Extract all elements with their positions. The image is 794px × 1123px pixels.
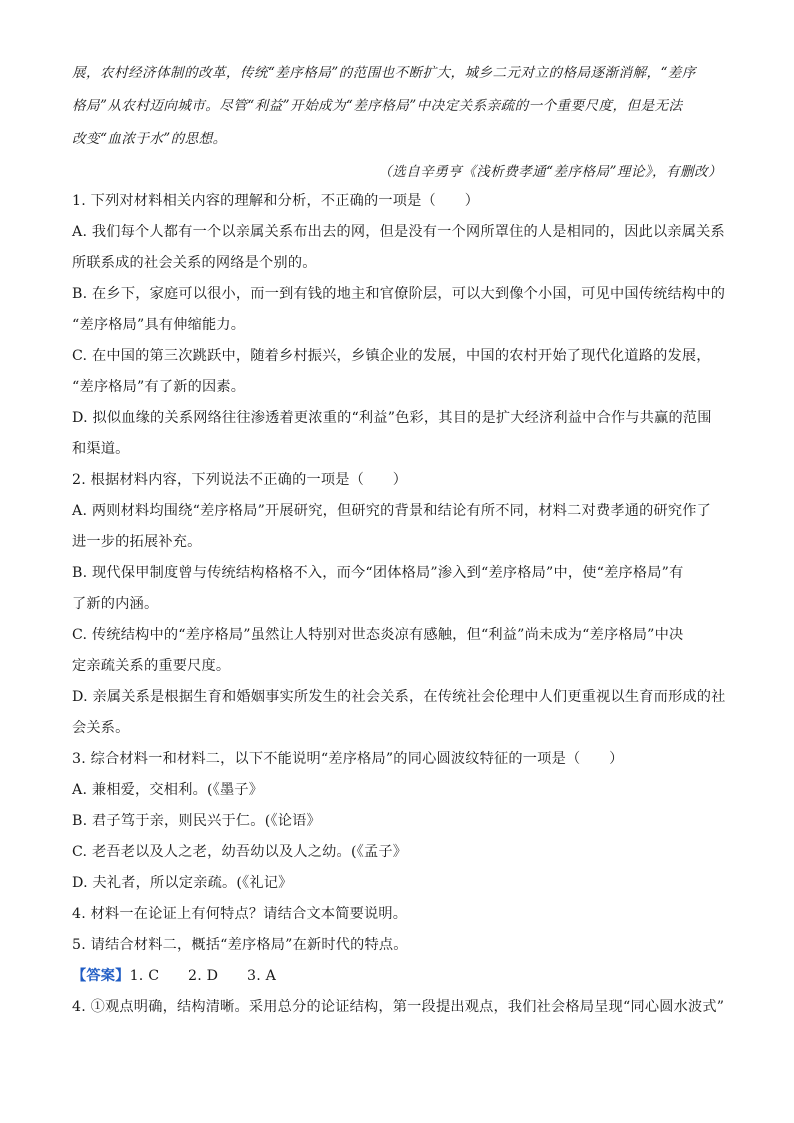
question-3-option-b: B. 君子笃于亲，则民兴于仁。(《论语》 <box>72 813 321 829</box>
question-5-stem: 5. 请结合材料二，概括“差序格局”在新时代的特点。 <box>72 937 408 953</box>
question-1-option-a-line2: 所联系成的社会关系的网络是个别的。 <box>72 255 317 271</box>
question-3-option-c: C. 老吾老以及人之老，幼吾幼以及人之幼。(《孟子》 <box>72 844 408 860</box>
question-4-stem: 4. 材料一在论证上有何特点？请结合文本简要说明。 <box>72 906 408 922</box>
question-2-option-c-line2: 定亲疏关系的重要尺度。 <box>72 658 231 674</box>
passage-line: 改变“血浓于水”的思想。 <box>72 131 227 147</box>
question-1-option-b-line1: B. 在乡下，家庭可以很小，而一到有钱的地主和官僚阶层，可以大到像个小国，可见中国传统结构中的 <box>72 286 726 302</box>
passage-line: 展，农村经济体制的改革，传统“差序格局”的范围也不断扩大，城乡二元对立的格局逐渐消解，“差序 <box>72 65 696 81</box>
question-2-option-b-line1: B. 现代保甲制度曾与传统结构格格不入，而今“团体格局”渗入到“差序格局”中，使“差序格局”有 <box>72 565 684 581</box>
answer-explanation-line: 4. ①观点明确，结构清晰。采用总分的论证结构，第一段提出观点，我们社会格局呈现“同心圆水波式” <box>72 999 725 1015</box>
passage-source: （选自辛勇亨《浅析费孝通“差序格局”理论》，有删改） <box>378 164 722 180</box>
question-1-option-a-line1: A. 我们每个人都有一个以亲属关系布出去的网，但是没有一个网所罩住的人是相同的，因此以亲属关系 <box>72 224 725 240</box>
question-1-option-d-line1: D. 拟似血缘的关系网络往往渗透着更浓重的“利益”色彩，其目的是扩大经济利益中合作与共赢的范围 <box>72 410 712 426</box>
question-3-option-a: A. 兼相爱，交相利。(《墨子》 <box>72 782 264 798</box>
question-2-option-d-line1: D. 亲属关系是根据生育和婚姻事实所发生的社会关系，在传统社会伦理中人们更重视以生育而形成的社 <box>72 689 726 705</box>
passage-tail <box>72 57 722 189</box>
question-1-option-d-line2: 和渠道。 <box>72 441 130 457</box>
question-2-option-a-line2: 进一步的拓展补充。 <box>72 534 202 550</box>
question-2-stem: 2. 根据材料内容，下列说法不正确的一项是（ ） <box>72 472 408 488</box>
passage-line: 格局”从农村迈向城市。尽管“利益”开始成为“差序格局”中决定关系亲疏的一个重要尺度，但是无法 <box>72 98 683 114</box>
questions-section <box>72 186 726 1023</box>
question-2-option-c-line1: C. 传统结构中的“差序格局”虽然让人特别对世态炎凉有感触，但“利益”尚未成为“差序格局”中决 <box>72 627 684 643</box>
question-1-stem: 1. 下列对材料相关内容的理解和分析，不正确的一项是（ ） <box>72 193 480 209</box>
answer-items: 1. C 2. D 3. A <box>129 968 277 984</box>
question-1-option-c-line1: C. 在中国的第三次跳跃中，随着乡村振兴，乡镇企业的发展，中国的农村开始了现代化道路的发展， <box>72 348 711 364</box>
question-1-option-b-line2: “差序格局”具有伸缩能力。 <box>72 317 246 333</box>
question-2-option-d-line2: 会关系。 <box>72 720 130 736</box>
question-3-stem: 3. 综合材料一和材料二，以下不能说明“差序格局”的同心圆波纹特征的一项是（ ） <box>72 751 624 767</box>
question-2-option-a-line1: A. 两则材料均围绕“差序格局”开展研究，但研究的背景和结论有所不同，材料二对费孝通的研究作了 <box>72 503 712 519</box>
question-2-option-b-line2: 了新的内涵。 <box>72 596 159 612</box>
question-3-option-d: D. 夫礼者，所以定亲疏。(《礼记》 <box>72 875 293 891</box>
answer-label: 【答案】 <box>72 968 130 984</box>
answer-line <box>72 961 722 992</box>
question-1-option-c-line2: “差序格局”有了新的因素。 <box>72 379 246 395</box>
